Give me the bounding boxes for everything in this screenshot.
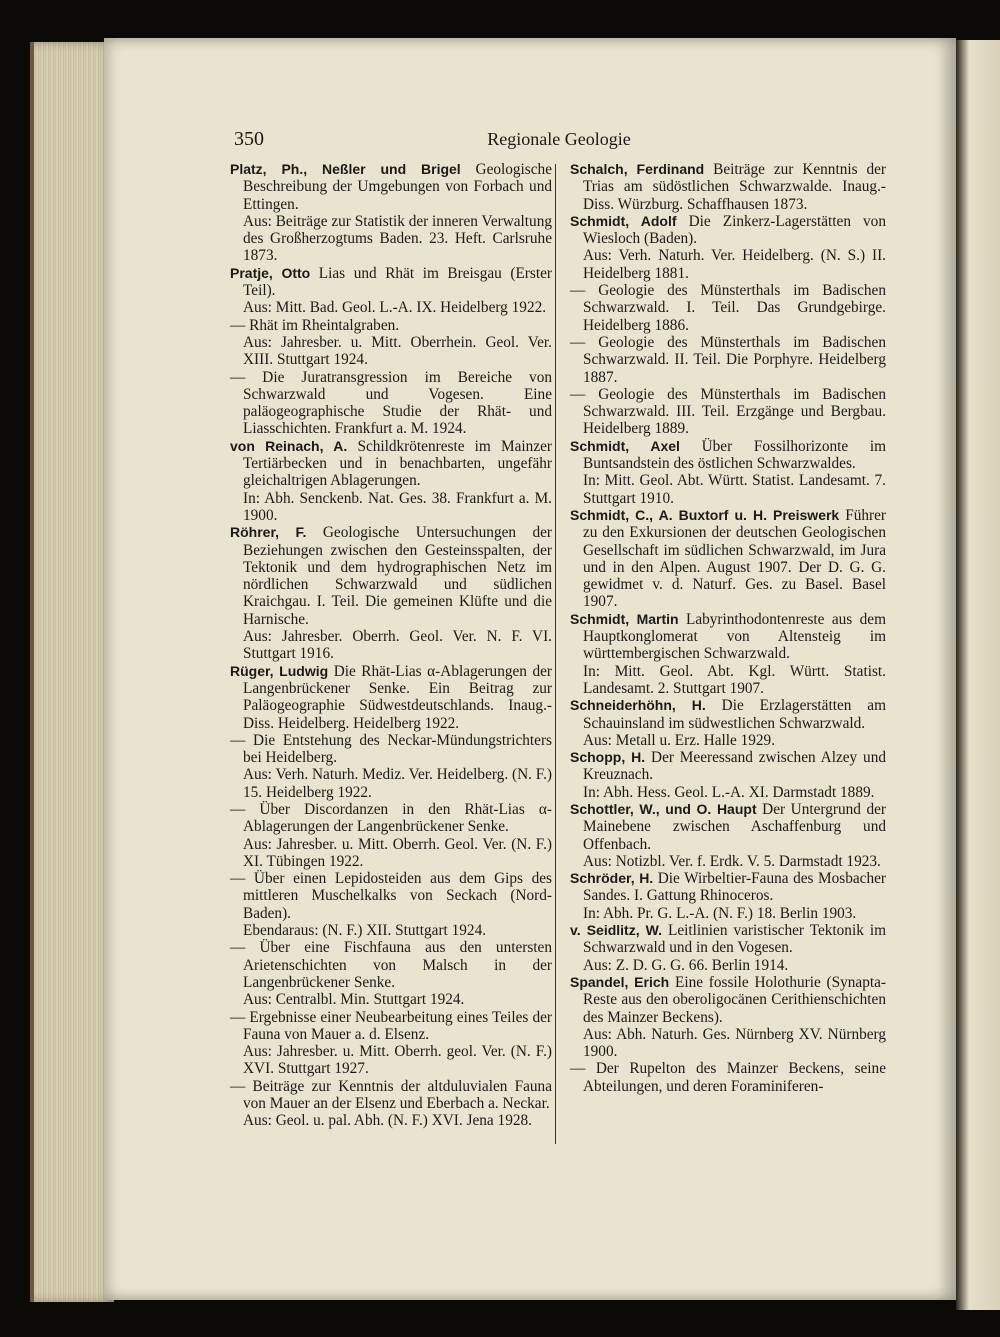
bibliography-entry [570,282,886,334]
entry-author: von Reinach, A. [230,437,348,454]
bibliography-entry [570,922,886,957]
entry-source [570,1026,886,1061]
entry-text: Die Rhät-Lias α-Ablagerungen der Langenbrückener Senke. Ein Beitrag zur Paläogeographie Südwestdeutschlands. Inaug.-Diss. Heidelberg. Heidelberg 1922. [243,662,552,732]
entry-author: Schopp, H. [570,749,646,766]
entry-text: Aus: Jahresber. u. Mitt. Oberrh. geol. Ver. (N. F.) XVI. Stuttgart 1927. [243,1043,552,1078]
entry-text: — Ergebnisse einer Neubearbeitung eines Teiles der Fauna von Mauer a. d. Elsenz. [230,1008,552,1043]
entry-source [230,766,552,801]
book-page-edges [30,42,114,1302]
entry-author: Röhrer, F. [230,524,307,541]
entry-text: Eine fossile Holothurie (Synapta-Reste aus den oberoligocänen Cerithienschichten des Mainzer Beckens). [583,973,887,1026]
bibliography-entry [230,369,552,438]
bibliography-entry [570,438,886,473]
entry-source [570,732,886,749]
entry-text: Aus: Abh. Naturh. Ges. Nürnberg XV. Nürnberg 1900. [583,1025,886,1061]
bibliography-entry [570,213,886,248]
entry-text: Aus: Jahresber. Oberrh. Geol. Ver. N. F. VI. Stuttgart 1916. [243,628,552,663]
entry-text: Führer zu den Exkursionen der deutschen Geologischen Gesellschaft im südlichen Schwarzwald, im Jura und in den Alpen. August 1907. Der D. G. G. gewidmet v. d. Naturf. Ges. zu Basel. Basel 1907. [583,506,886,611]
bibliography-entry [230,438,552,490]
entry-source [570,663,886,698]
entry-text: Labyrinthodontenreste aus dem Hauptkonglomerat von Altensteig im württembergischen Schwarzwald. [583,610,886,663]
entry-text: Geologische Untersuchungen der Beziehungen zwischen den Gesteinsspalten, der Tektonik und dem hydrographischen Netz im nördlichen Schwarzwald und südlichen Kraichgau. I. Teil. Die gemeinen Klüfte und die Harnische. [243,524,553,628]
bibliography-entry [230,524,552,628]
next-page-edge [956,40,1000,1310]
entry-text: Die Wirbeltier-Fauna des Mosbacher Sandes. I. Gattung Rhinoceros. [583,870,886,905]
bibliography-entry [570,870,886,905]
entry-author: Rüger, Ludwig [230,662,329,679]
entry-source [570,784,886,801]
entry-text: Aus: Mitt. Bad. Geol. L.-A. IX. Heidelberg 1922. [243,299,547,317]
entry-text: Geologische Beschreibung der Umgebungen von Forbach und Ettingen. [243,161,552,213]
column-divider [555,164,556,1144]
entry-text: In: Abh. Senckenb. Nat. Ges. 38. Frankfurt a. M. 1900. [243,489,552,524]
entry-source [230,991,552,1008]
bibliography-entry [570,801,886,853]
bibliography-entry [230,801,552,836]
entry-text: — Über eine Fischfauna aus den untersten Arietenschichten von Malsch in der Langenbrückener Senke. [230,939,552,991]
entry-author: Platz, Ph., Neßler und Brigel [230,161,461,177]
entry-source [230,1112,552,1129]
entry-source [230,922,552,939]
entry-source [570,905,886,922]
entry-text: — Beiträge zur Kenntnis der altduluvialen Fauna von Mauer an der Elsenz und Eberbach a. Neckar. [230,1077,552,1113]
entry-text: Beiträge zur Kenntnis der Trias am südöstlichen Schwarzwalde. Inaug.-Diss. Würzburg. Schaffhausen 1873. [583,161,886,213]
entry-text: — Der Rupelton des Mainzer Beckens, seine Abteilungen, und deren Foraminiferen- [570,1060,886,1095]
bibliography-entry [230,317,552,334]
entry-author: Schmidt, Axel [570,437,680,454]
entry-text: Der Untergrund der Mainebene zwischen Aschaffenburg und Offenbach. [583,800,886,853]
entry-text: Leitlinien varistischer Tektonik im Schwarzwald und in den Vogesen. [583,922,886,957]
entry-text: Ebendaraus: (N. F.) XII. Stuttgart 1924. [243,922,487,940]
bibliography-entry [230,939,552,991]
entry-text: In: Mitt. Geol. Abt. Württ. Statist. Landesamt. 7. Stuttgart 1910. [583,472,886,507]
entry-text: Aus: Verh. Naturh. Ver. Heidelberg. (N. S.) II. Heidelberg 1881. [583,247,886,282]
entry-author: v. Seidlitz, W. [570,922,662,939]
bibliography-entry [570,611,886,663]
running-head [234,128,884,156]
entry-text: Aus: Centralbl. Min. Stuttgart 1924. [243,991,465,1009]
running-title: Regionale Geologie [487,129,631,149]
entry-text: Aus: Z. D. G. G. 66. Berlin 1914. [583,956,789,974]
bibliography-entry [570,507,886,611]
entry-text: Über Fossilhorizonte im Buntsandstein des östlichen Schwarzwaldes. [583,437,887,473]
entry-source [230,836,552,871]
bibliography-entry [230,732,552,767]
entry-text: In: Abh. Pr. G. L.-A. (N. F.) 18. Berlin 1903. [583,904,857,922]
entry-text: — Geologie des Münsterthals im Badischen Schwarzwald. I. Teil. Das Grundgebirge. Heidelberg 1886. [570,282,886,334]
entry-text: — Über Discordanzen in den Rhät-Lias α-Ablagerungen der Langenbrückener Senke. [230,800,552,836]
bibliography-entry [570,974,886,1026]
entry-text: Aus: Beiträge zur Statistik der inneren Verwaltung des Großherzogtums Baden. 23. Heft. Carlsruhe 1873. [243,212,552,265]
entry-text: — Geologie des Münsterthals im Badischen Schwarzwald. II. Teil. Die Porphyre. Heidelberg 1887. [570,333,886,386]
entry-text: — Rhät im Rheintalgraben. [230,316,400,334]
entry-source [230,628,552,663]
entry-author: Spandel, Erich [570,973,670,990]
entry-source [230,213,552,265]
entry-source [230,334,552,369]
entry-text: — Die Entstehung des Neckar-Mündungstrichters bei Heidelberg. [230,731,552,767]
entry-author: Schmidt, Martin [570,610,679,627]
entry-author: Schalch, Ferdinand [570,161,705,177]
bibliography-entry [570,161,886,213]
right-column [570,161,886,1095]
entry-text: — Über einen Lepidosteiden aus dem Gips des mittleren Muschelkalks von Seckach (Nord-Baden). [230,870,552,922]
entry-text: In: Mitt. Geol. Abt. Kgl. Württ. Statist. Landesamt. 2. Stuttgart 1907. [583,662,886,697]
bibliography-entry [230,870,552,922]
bibliography-entry [570,334,886,386]
entry-source [570,247,886,282]
entry-source [570,472,886,507]
bibliography-entry [230,161,552,213]
entry-author: Pratje, Otto [230,264,311,281]
entry-author: Schneiderhöhn, H. [570,697,706,714]
bibliography-entry [570,1060,886,1095]
entry-source [570,853,886,870]
entry-author: Schröder, H. [570,870,654,887]
entry-source [230,1043,552,1078]
entry-text: — Die Juratransgression im Bereiche von Schwarzwald und Vogesen. Eine paläogeographische Studie der Rhät- und Liasschichten. Frankfurt a. M. 1924. [230,368,552,438]
entry-text: Aus: Jahresber. u. Mitt. Oberrh. Geol. Ver. (N. F.) XI. Tübingen 1922. [243,835,552,870]
entry-source [230,299,552,316]
entry-text: Schildkrötenreste im Mainzer Tertiärbecken und in benachbarten, ungefähr gleichaltrigen Ablagerungen. [243,437,552,490]
entry-author: Schottler, W., und O. Haupt [570,800,757,817]
bibliography-entry [230,1009,552,1044]
entry-text: Die Erzlagerstätten am Schauinsland im südwestlichen Schwarzwald. [583,697,886,732]
entry-text: Aus: Jahresber. u. Mitt. Oberrhein. Geol. Ver. XIII. Stuttgart 1924. [243,333,552,369]
bibliography-entry [230,265,552,300]
entry-text: In: Abh. Hess. Geol. L.-A. XI. Darmstadt 1889. [583,783,875,801]
entry-text: Aus: Geol. u. pal. Abh. (N. F.) XVI. Jena 1928. [243,1112,532,1130]
bibliography-entry [230,1078,552,1113]
bibliography-entry [570,697,886,732]
entry-text: — Geologie des Münsterthals im Badischen Schwarzwald. III. Teil. Erzgänge und Bergbau. Heidelberg 1889. [570,385,886,438]
left-column [230,161,552,1130]
bibliography-entry [570,386,886,438]
entry-source [570,957,886,974]
entry-text: Aus: Metall u. Erz. Halle 1929. [583,731,776,749]
bibliography-entry [570,749,886,784]
entry-text: Aus: Notizbl. Ver. f. Erdk. V. 5. Darmstadt 1923. [583,852,881,870]
bibliography-entry [230,663,552,732]
entry-text: Lias und Rhät im Breisgau (Erster Teil). [243,264,552,300]
entry-text: Die Zinkerz-Lagerstätten von Wiesloch (Baden). [583,212,886,248]
page-number: 350 [234,128,264,150]
entry-author: Schmidt, Adolf [570,212,677,229]
entry-author: Schmidt, C., A. Buxtorf u. H. Preiswerk [570,506,840,523]
entry-source [230,490,552,525]
entry-text: Der Meeressand zwischen Alzey und Kreuznach. [583,749,886,784]
entry-text: Aus: Verh. Naturh. Mediz. Ver. Heidelberg. (N. F.) 15. Heidelberg 1922. [243,766,552,801]
